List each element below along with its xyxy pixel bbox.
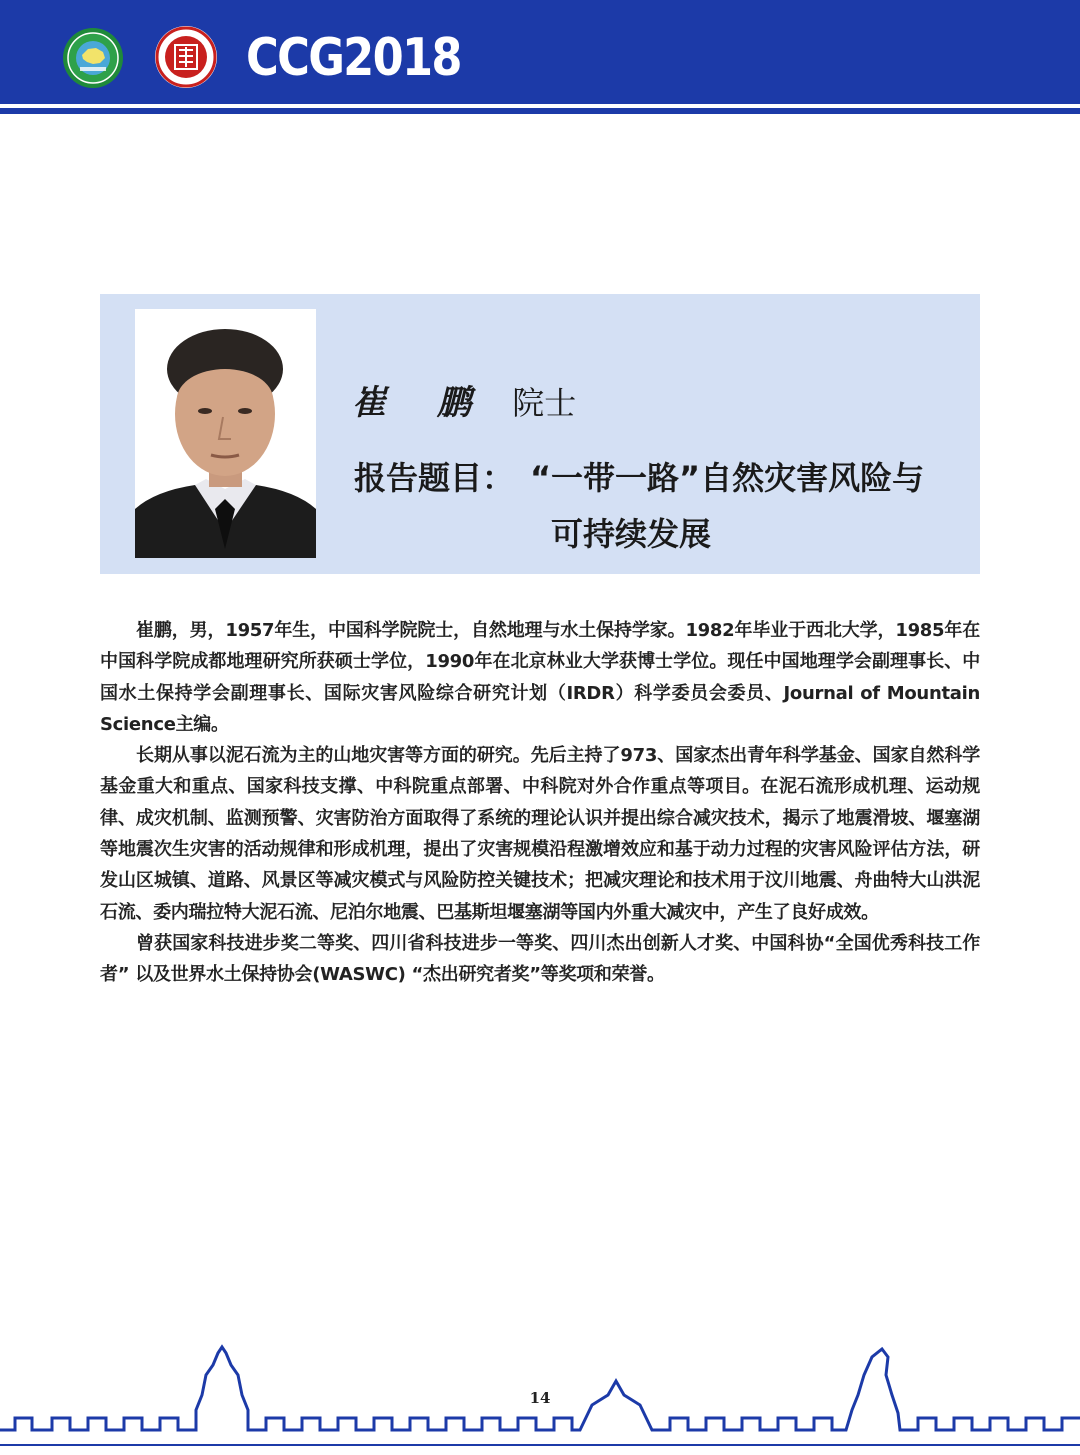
name-surname: 崔: [352, 383, 386, 423]
bio-paragraph-2: 长期从事以泥石流为主的山地灾害等方面的研究。先后主持了973、国家杰出青年科学基金、国家自然科学基金重大和重点、国家科技支撑、中科院重点部署、中科院对外合作重点等项目。在泥石流形成机理、运动规律、成灾机制、监测预警、灾害防治方面取得了系统的理论认识并提出综合减灾技术，揭示了地震滑坡、堰塞湖等地震次生灾害的活动规律和形成机理，提出了灾害规模沿程激增效应和基于动力过程的灾害风险评估方法，研发山区城镇、道路、风景区等减灾模式与风险防控关键技术；把减灾理论和技术用于汶川地震、舟曲特大山洪泥石流、委内瑞拉特大泥石流、尼泊尔地震、巴基斯坦堰塞湖等国内外重大减灾中，产生了良好成效。: [100, 745, 980, 923]
report-topic-line1: “一带一路”自然灾害风险与: [530, 459, 925, 497]
speaker-title: 院士: [512, 384, 577, 422]
portrait-photo: [135, 309, 316, 558]
report-topic-line2: 可持续发展: [551, 515, 712, 553]
geographical-society-logo-icon: [62, 27, 124, 89]
biography: [100, 615, 980, 991]
header-underline: [0, 108, 1080, 114]
bio-intro: ，男，1957年生，中国科学院院士，自然地理与水土保持学家。1982年毕业于西北大学，1985年在中国科学院成都地理研究所获硕士学位，1990年在北京林业大学获博士学位。现任中国地理学会副理事长、中国水土保持学会副理事长、国际灾害风险综合研究计划（IRDR）科学委员会委员、Journal of Mountain Science主编。: [100, 620, 980, 735]
name-given: 鹏: [437, 383, 472, 423]
conference-title: CCG2018: [246, 28, 461, 88]
speaker-name: [352, 378, 576, 428]
bio-paragraph-1: [100, 615, 980, 740]
page-number: 14: [529, 1389, 551, 1407]
university-seal-icon: [154, 25, 218, 89]
bio-name: 崔鹏: [136, 620, 172, 641]
report-label: 报告题目：: [354, 459, 515, 497]
bio-paragraph-3: 曾获国家科技进步奖二等奖、四川省科技进步一等奖、四川杰出创新人才奖、中国科协“全国优秀科技工作者” 以及世界水土保持协会(WASWC) “杰出研究者奖”等奖项和荣誉。: [100, 932, 980, 986]
